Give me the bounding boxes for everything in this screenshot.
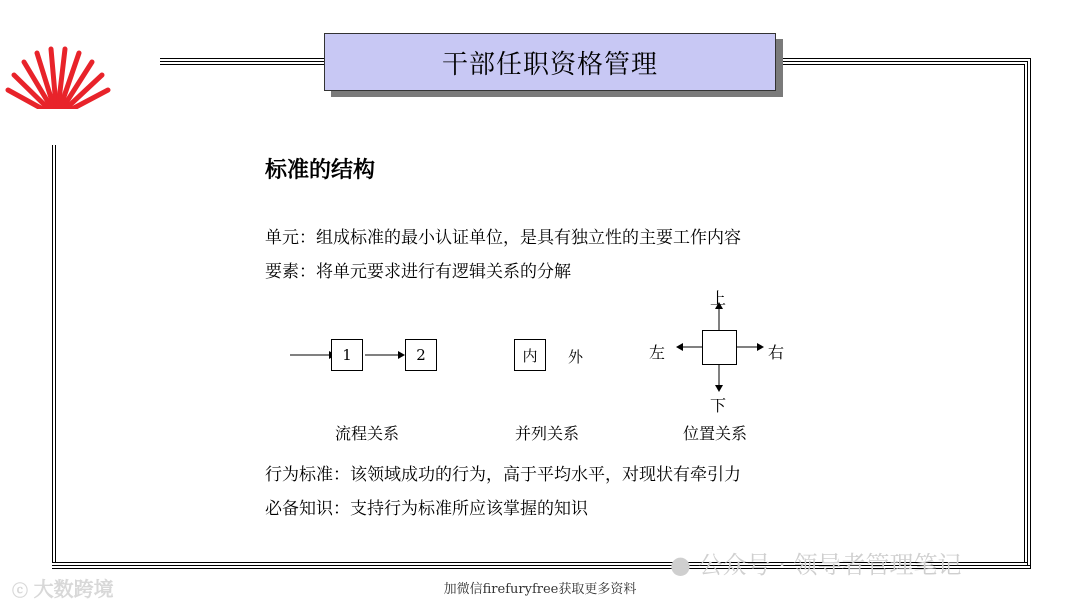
definition-required-knowledge: 必备知识：支持行为标准所应该掌握的知识 — [265, 499, 588, 519]
wechat-icon: ● — [670, 551, 691, 579]
position-caption: 位置关系 — [683, 424, 748, 443]
flow-caption: 流程关系 — [335, 424, 400, 443]
position-left-label: 左 — [649, 343, 666, 362]
watermark-left: ⓒ 大数跨境 — [12, 577, 114, 601]
company-logo — [0, 45, 115, 120]
flow-box-1: 1 — [331, 339, 363, 371]
section-heading: 标准的结构 — [265, 158, 376, 183]
parallel-outer-label: 外 — [568, 348, 584, 366]
parallel-inner-box: 内 — [514, 339, 546, 371]
definition-behavior-standard: 行为标准：该领域成功的行为，高于平均水平，对现状有牵引力 — [265, 465, 741, 485]
watermark-left-icon: ⓒ — [12, 581, 34, 600]
position-up-label: 上 — [710, 289, 727, 308]
slide-title-box — [324, 33, 776, 91]
position-down-label: 下 — [710, 396, 727, 415]
parallel-caption: 并列关系 — [515, 424, 580, 443]
definition-unit: 单元：组成标准的最小认证单位，是具有独立性的主要工作内容 — [265, 228, 741, 248]
slide-title: 干部任职资格管理 — [441, 49, 658, 80]
position-right-label: 右 — [768, 343, 785, 362]
flow-box-2: 2 — [405, 339, 437, 371]
watermark-right: ● 公众号 · 领导者管理笔记 — [670, 551, 962, 579]
definition-element: 要素：将单元要求进行有逻辑关系的分解 — [265, 262, 571, 282]
position-center-box — [702, 330, 737, 365]
footer-text: 加微信firefuryfree获取更多资料 — [443, 582, 637, 597]
